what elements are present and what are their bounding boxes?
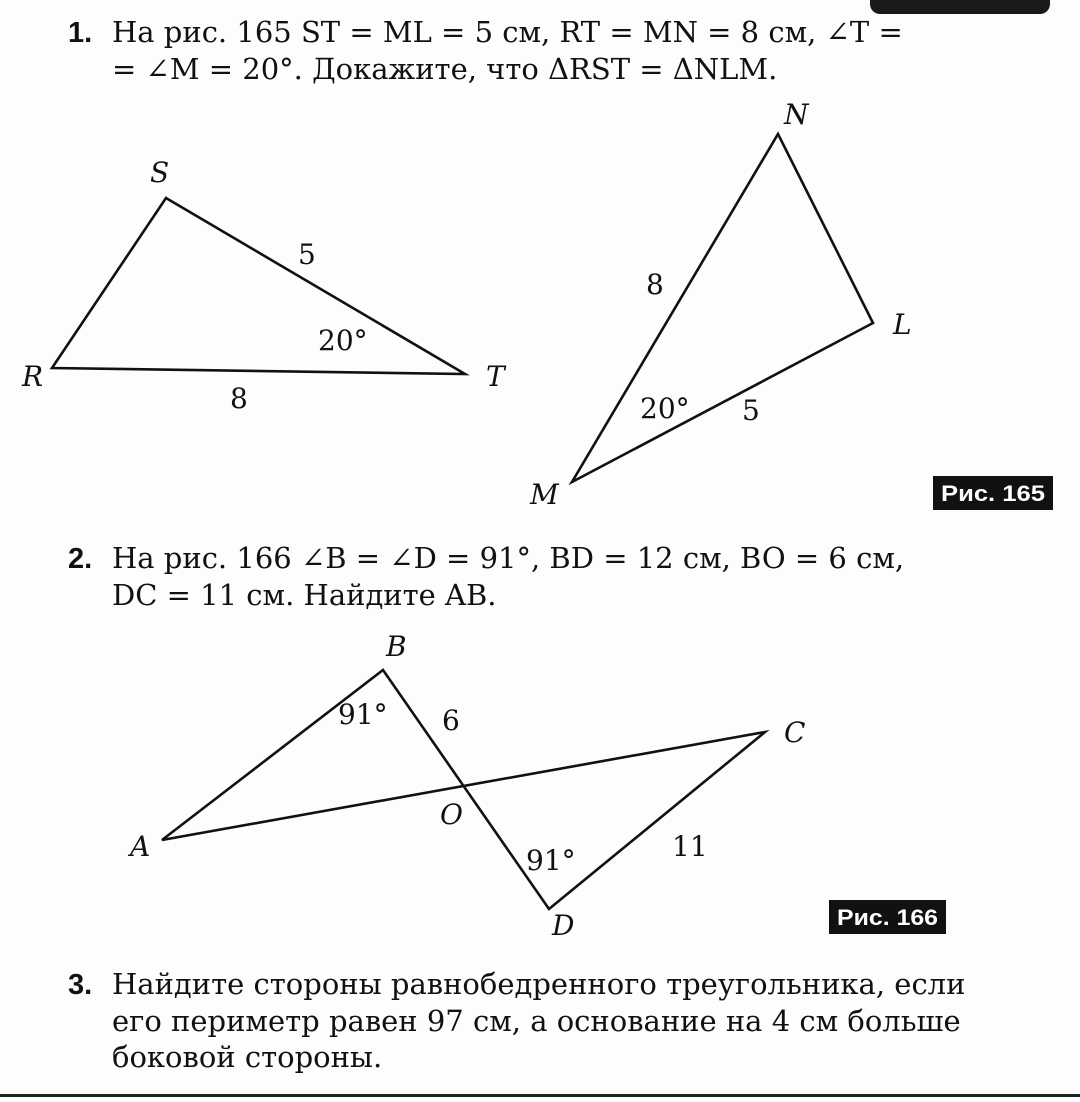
side-ml-label: 5 xyxy=(742,394,760,427)
angle-d-label: 91° xyxy=(526,844,576,877)
side-dc-label: 11 xyxy=(672,830,708,863)
vertex-s-label: S xyxy=(150,156,170,189)
vertex-n-label: N xyxy=(784,98,809,131)
bottom-divider xyxy=(0,1094,1080,1097)
problem-3-line-1 xyxy=(68,966,965,1003)
vertex-t-label: T xyxy=(486,360,505,393)
problem-1-text-line-1: На рис. 165 ST = ML = 5 см, RT = MN = 8 см, ∠T = xyxy=(112,15,903,49)
point-o-label: O xyxy=(440,798,463,831)
side-bo-label: 6 xyxy=(442,704,460,737)
figure-166-caption: Рис. 166 xyxy=(837,905,938,930)
problem-1-number: 1. xyxy=(68,17,93,49)
vertex-b-label: B xyxy=(386,630,407,663)
problem-1-text-line-2: = ∠M = 20°. Докажите, что ΔRST = ΔNLM. xyxy=(112,52,778,86)
side-rt-label: 8 xyxy=(230,382,248,415)
problem-3-text-line-3: боковой стороны. xyxy=(112,1040,383,1074)
problem-2-text-line-2: DC = 11 см. Найдите AB. xyxy=(112,578,497,612)
side-mn-label: 8 xyxy=(646,268,664,301)
problem-3-line-2 xyxy=(68,1003,965,1039)
angle-m-label: 20° xyxy=(640,392,690,425)
problem-3-line-3 xyxy=(68,1039,965,1075)
figure-165-caption: Рис. 165 xyxy=(941,481,1045,506)
vertex-c-label: C xyxy=(784,716,806,749)
crossed-triangles-ab-bd-dc-ca xyxy=(162,670,765,909)
vertex-m-label: M xyxy=(530,478,559,511)
problem-2-number: 2. xyxy=(68,543,93,575)
vertex-d-label: D xyxy=(552,909,575,942)
problem-3-text-line-2: его периметр равен 97 см, а основание на 4 см больше xyxy=(112,1004,961,1038)
vertex-a-label: A xyxy=(130,830,151,863)
vertex-l-label: L xyxy=(893,308,912,341)
problem-3-text-line-1: Найдите стороны равнобедренного треугольника, если xyxy=(112,967,966,1001)
angle-b-label: 91° xyxy=(338,698,388,731)
problem-3-number: 3. xyxy=(68,969,93,1001)
problem-3 xyxy=(68,966,965,1075)
problem-2-text-line-1: На рис. 166 ∠B = ∠D = 91°, BD = 12 см, BO = 6 см, xyxy=(112,541,905,575)
vertex-r-label: R xyxy=(22,360,44,393)
side-st-label: 5 xyxy=(298,238,316,271)
angle-t-label: 20° xyxy=(318,324,368,357)
